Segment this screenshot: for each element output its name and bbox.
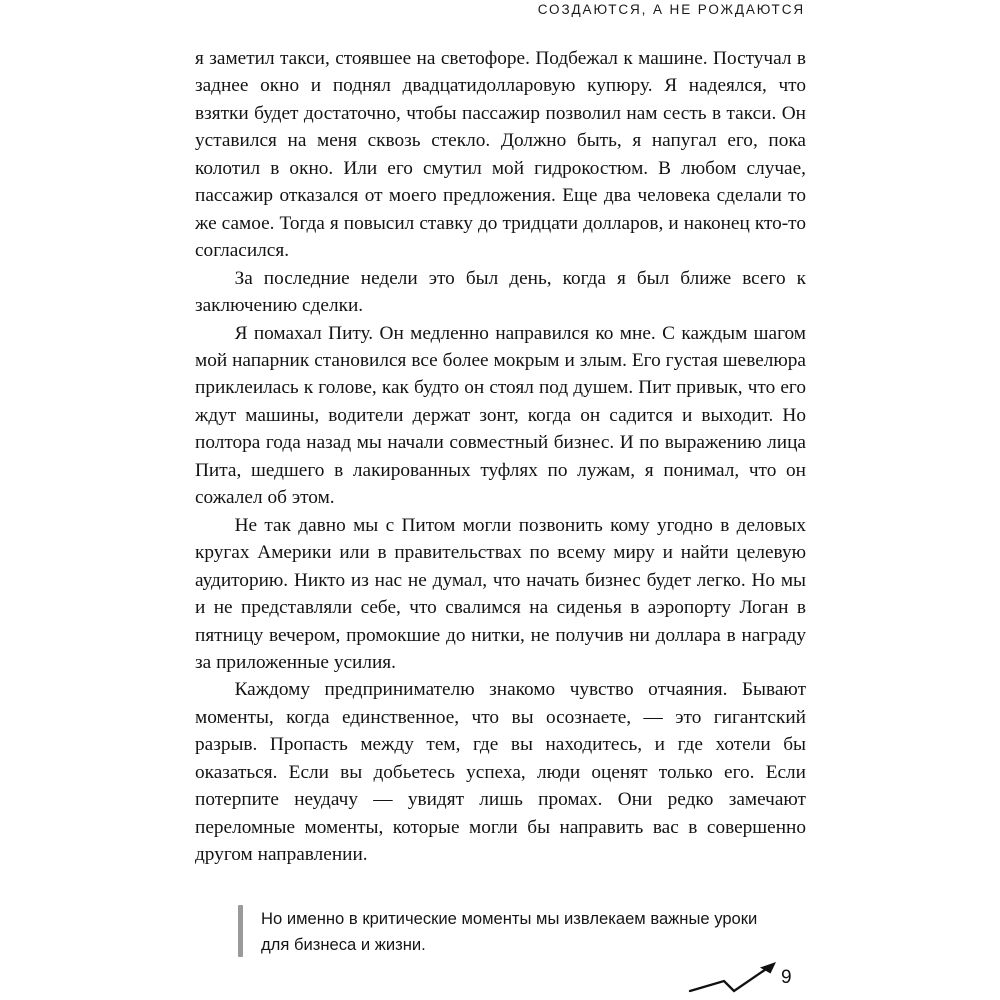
- growth-arrow-icon: [688, 958, 788, 994]
- pull-quote: [238, 905, 768, 957]
- paragraph: я заметил такси, стоявшее на светофоре. Подбежал к машине. Постучал в заднее окно и поднял двадцатидолларовую купюру. Я надеялся, что взятки будет достаточно, чтобы пассажир позволил нам сесть в такси. Он уставился на меня сквозь стекло. Должно быть, я напугал его, пока колотил в окно. Или его смутил мой гидрокостюм. В любом случае, пассажир отказался от моего предложения. Еще два человека сделали то же самое. Тогда я повысил ставку до тридцати долларов, и наконец кто-то согласился.: [195, 48, 806, 262]
- page-number: 9: [781, 967, 792, 988]
- pull-quote-text: Но именно в критические моменты мы извлекаем важные уроки для бизнеса и жизни.: [261, 909, 758, 954]
- paragraph: Я помахал Питу. Он медленно направился ко мне. С каждым шагом мой напарник становился все более мокрым и злым. Его густая шевелюра приклеилась к голове, как будто он стоял под душем. Пит привык, что его ждут машины, водители держат зонт, когда он садится и выходит. Но полтора года назад мы начали совместный бизнес. И по выражению лица Пита, шедшего в лакированных туфлях по лужам, я понимал, что он сожалел об этом.: [195, 322, 806, 509]
- paragraph: Не так давно мы с Питом могли позвонить кому угодно в деловых кругах Америки или в правительствах по всему миру и найти целевую аудиторию. Никто из нас не думал, что начать бизнес будет легко. Но мы и не представляли себе, что свалимся на сиденья в аэропорту Логан в пятницу вечером, промокшие до нитки, не получив ни доллара в награду за приложенные усилия.: [195, 514, 806, 673]
- paragraph: Каждому предпринимателю знакомо чувство отчаяния. Бывают моменты, когда единственное, что вы осознаете, — это гигантский разрыв. Пропасть между тем, где вы находитесь, и где хотели бы оказаться. Если вы добьетесь успеха, люди оценят только его. Если потерпите неудачу — увидят лишь промах. Они редко замечают переломные моменты, которые могли бы направить вас в совершенно другом направлении.: [195, 679, 806, 866]
- pull-quote-rule: [238, 905, 243, 957]
- paragraph: За последние недели это был день, когда я был ближе всего к заключению сделки.: [195, 267, 806, 317]
- running-head: СОЗДАЮТСЯ, А НЕ РОЖДАЮТСЯ: [537, 2, 805, 17]
- body-text-column: [195, 45, 806, 869]
